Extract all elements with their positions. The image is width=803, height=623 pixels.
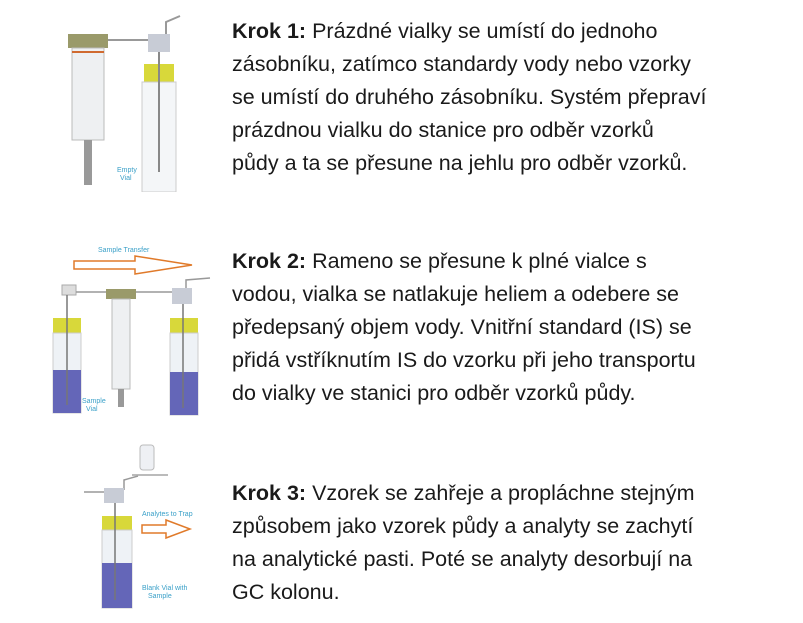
vial-label: Vial xyxy=(120,175,132,182)
blank-vial-label: Blank Vial with xyxy=(142,585,188,592)
text-line: GC kolonu. xyxy=(232,580,340,604)
empty-label: Empty xyxy=(117,167,137,174)
step-2-label: Krok 2: xyxy=(232,249,307,273)
text-line: Prázdné vialky se umístí do jednoho xyxy=(312,19,658,43)
sample-label: Sample xyxy=(82,398,106,405)
step-1-label: Krok 1: xyxy=(232,19,307,43)
step-2-text xyxy=(232,245,696,410)
text-line: se umístí do druhého zásobníku. Systém přepraví xyxy=(232,85,707,109)
text-line: přidá vstříknutím IS do vzorku při jeho transportu xyxy=(232,348,696,372)
text-line: předepsaný objem vody. Vnitřní standard (IS) se xyxy=(232,315,692,339)
text-line: způsobem jako vzorek půdy a analyty se zachytí xyxy=(232,514,694,538)
text-line: Rameno se přesune k plné vialce s xyxy=(312,249,647,273)
text-line: půdy a ta se přesune na jehlu pro odběr vzorků. xyxy=(232,151,688,175)
text-line: zásobníku, zatímco standardy vody nebo vzorky xyxy=(232,52,691,76)
text-line: na analytické pasti. Poté se analyty desorbují na xyxy=(232,547,693,571)
text-line: Vzorek se zahřeje a propláchne stejným xyxy=(312,481,695,505)
text-line: vodou, vialka se natlakuje heliem a odebere se xyxy=(232,282,680,306)
sample-label: Sample xyxy=(148,593,172,600)
analytes-to-trap-label: Analytes to Trap xyxy=(142,511,193,518)
sample-transfer-label: Sample Transfer xyxy=(98,247,150,254)
step1-diagram xyxy=(50,12,225,192)
step-1-text xyxy=(232,15,706,180)
step-3-label: Krok 3: xyxy=(232,481,307,505)
text-line: do vialky ve stanici pro odběr vzorků půdy. xyxy=(232,381,636,405)
vial-label: Vial xyxy=(86,406,98,413)
step-3-text xyxy=(232,477,695,609)
step3-diagram xyxy=(80,440,220,610)
step2-diagram xyxy=(40,240,230,420)
text-line: prázdnou vialku do stanice pro odběr vzorků xyxy=(232,118,654,142)
